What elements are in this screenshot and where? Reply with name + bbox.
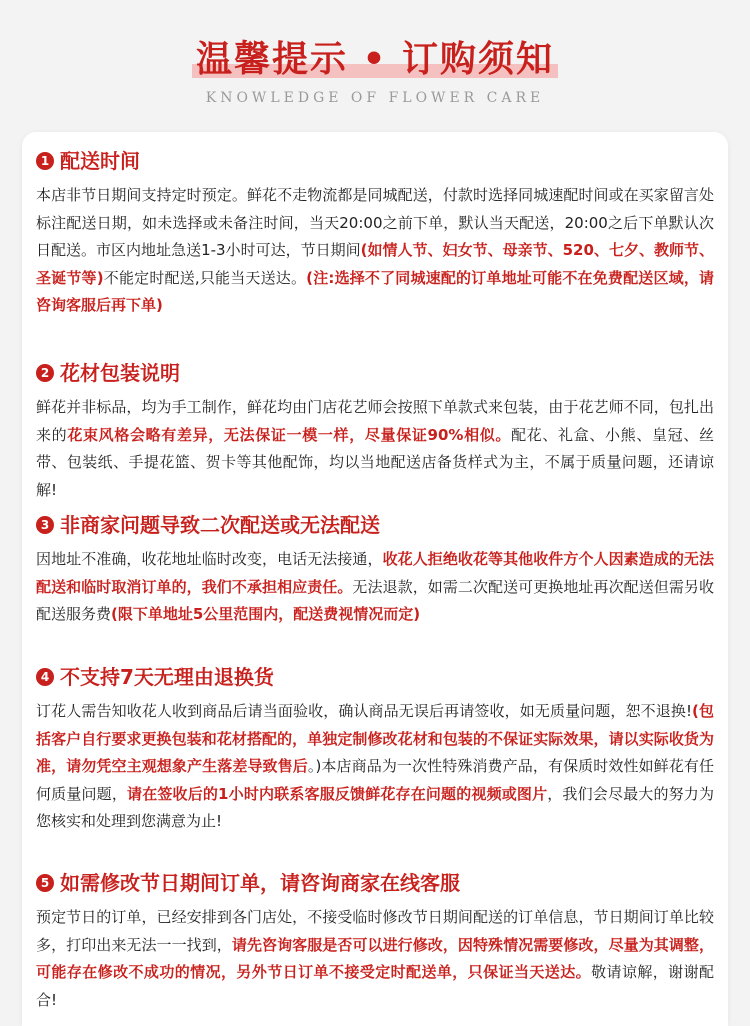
highlighted-text: (如情人节、妇女节、母亲节、520、七夕、教师节、圣诞节等) bbox=[36, 241, 714, 287]
title-wrap bbox=[0, 36, 750, 84]
section-body bbox=[36, 182, 714, 320]
body-text: 不能定时配送,只能当天送达。 bbox=[103, 268, 307, 287]
body-text: 鲜花并非标品，均为手工制作，鲜花均由门店花艺师会按照下单款式来包装，由于花艺师不同，包扎出来的 bbox=[36, 398, 714, 444]
highlighted-text: 请在签收后的1小时内联系客服反馈鲜花存在问题的视频或图片 bbox=[127, 784, 548, 803]
section-title: 配送时间 bbox=[60, 149, 140, 173]
section-number-badge: 3 bbox=[36, 516, 54, 534]
section-no-returns bbox=[36, 660, 714, 836]
page-subtitle: KNOWLEDGE OF FLOWER CARE bbox=[205, 90, 545, 106]
header bbox=[0, 0, 750, 118]
section-body bbox=[36, 546, 714, 629]
section-title: 非商家问题导致二次配送或无法配送 bbox=[60, 513, 380, 537]
notice-card bbox=[22, 132, 728, 1026]
body-text: 配花、礼盒、小熊、皇冠、丝带、包装纸、手提花篮、贺卡等其他配饰，均以当地配送店备货样式为主，不属于质量问题，还请谅解! bbox=[36, 425, 714, 499]
section-number-badge: 5 bbox=[36, 874, 54, 892]
body-text: 本店非节日期间支持定时预定。鲜花不走物流都是同城配送，付款时选择同城速配时间或在买家留言处标注配送日期，如未选择或未备注时间，当天20:00之前下单，默认当天配送，20:00之后下单默认次日配送。市区内地址急送1-3小时可达，节日期间 bbox=[36, 186, 714, 260]
body-text: 订花人需告知收花人收到商品后请当面验收，确认商品无误后再请签收，如无质量问题，恕不退换! bbox=[36, 702, 693, 720]
section-body bbox=[36, 904, 714, 1014]
body-text: 因地址不准确，收花地址临时改变，电话无法接通， bbox=[36, 550, 383, 568]
section-body bbox=[36, 698, 714, 836]
section-title: 如需修改节日期间订单，请咨询商家在线客服 bbox=[60, 871, 460, 895]
section-number-badge: 4 bbox=[36, 668, 54, 686]
body-text: 无法退款，如需二次配送可更换地址再次配送但需另收配送服务费 bbox=[36, 577, 714, 624]
highlighted-text: (注:选择不了同城速配的订单地址可能不在免费配送区域，请咨询客服后再下单) bbox=[36, 268, 715, 315]
highlighted-text: 花束风格会略有差异，无法保证一模一样，尽量保证90%相似。 bbox=[67, 425, 512, 444]
body-text: 。)本店商品为一次性特殊消费产品，有保质时效性如鲜花有任何质量问题， bbox=[36, 757, 714, 803]
section-number-badge: 1 bbox=[36, 152, 54, 170]
section-holiday-orders bbox=[36, 866, 714, 1014]
section-number-badge: 2 bbox=[36, 364, 54, 382]
section-heading bbox=[36, 866, 714, 900]
section-delivery-time bbox=[36, 144, 714, 320]
highlighted-text: (包括客户自行要求更换包装和花材搭配的，单独定制修改花材和包装的不保证实际效果，请以实际收货为准，请勿凭空主观想象产生落差导致售后 bbox=[36, 702, 714, 776]
body-text: 预定节日的订单，已经安排到各门店处，不接受临时修改节日期间配送的订单信息，节日期间订单比较多，打印出来无法一一找到， bbox=[36, 908, 714, 954]
body-text: 敬请谅解，谢谢配合! bbox=[36, 963, 714, 1009]
section-heading bbox=[36, 356, 714, 390]
section-heading bbox=[36, 144, 714, 178]
page-title: 温馨提示 • 订购须知 bbox=[192, 36, 558, 84]
highlighted-text: 请先咨询客服是否可以进行修改，因特殊情况需要修改，尽量为其调整，可能存在修改不成功的情况，另外节日订单不接受定时配送单，只保证当天送达。 bbox=[36, 935, 714, 982]
body-text: ，我们会尽最大的努力为您核实和处理到您满意为止! bbox=[36, 784, 714, 831]
section-packaging bbox=[36, 356, 714, 504]
section-heading bbox=[36, 508, 714, 542]
section-title: 不支持7天无理由退换货 bbox=[60, 665, 274, 689]
section-body bbox=[36, 394, 714, 504]
highlighted-text: (限下单地址5公里范围内，配送费视情况而定) bbox=[111, 605, 421, 624]
section-title: 花材包装说明 bbox=[60, 361, 180, 385]
section-heading bbox=[36, 660, 714, 694]
highlighted-text: 收花人拒绝收花等其他收件方个人因素造成的无法配送和临时取消订单的，我们不承担相应责任。 bbox=[36, 550, 714, 596]
section-redelivery bbox=[36, 508, 714, 629]
